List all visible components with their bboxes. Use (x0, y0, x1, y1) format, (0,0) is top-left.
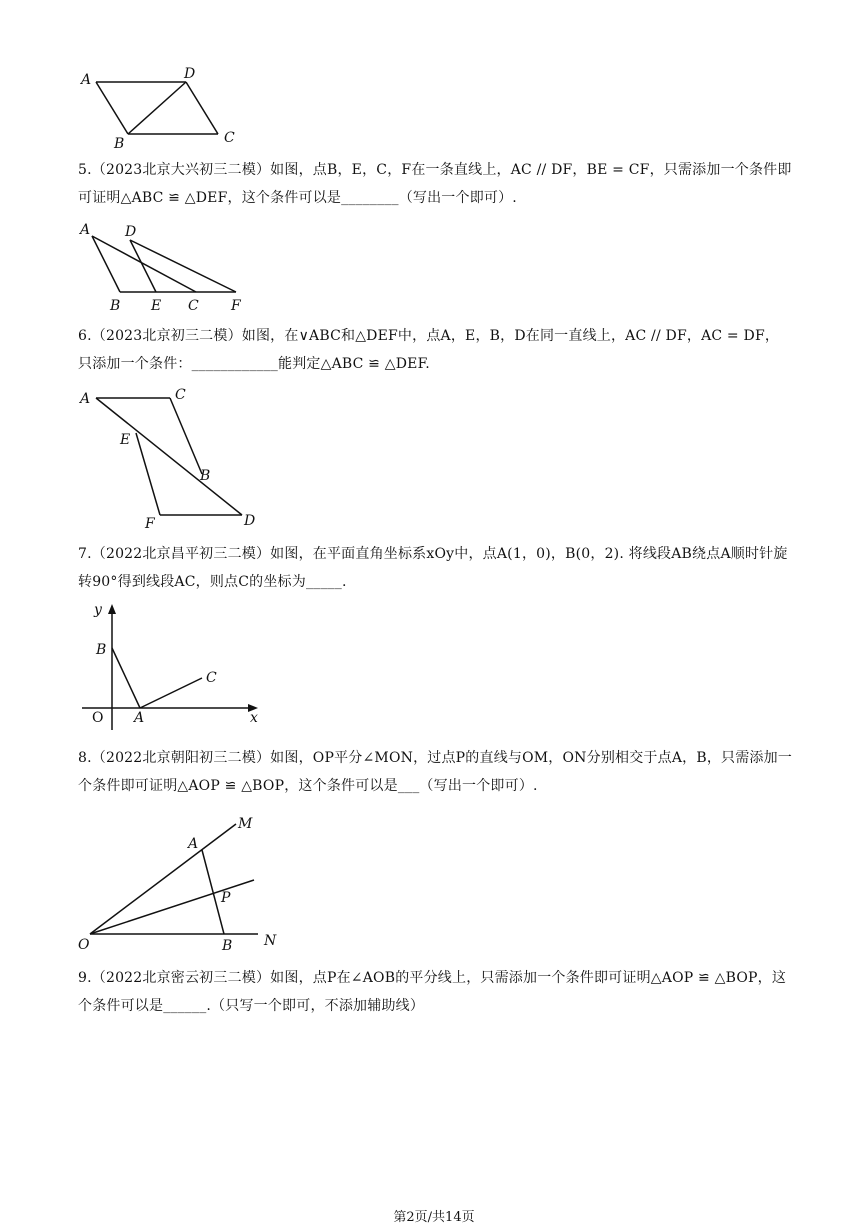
label-c: C (224, 130, 235, 146)
label-c: C (206, 670, 217, 686)
label-b: B (200, 468, 211, 484)
question-6: 6.（2023北京初三二模）如图，在∨ABC和△DEF中，点A，E，B，D在同一直线上，AC // DF，AC = DF，只添加一个条件：____________能判定△ABC ≌ △DEF. (78, 328, 780, 372)
label-c: C (175, 387, 186, 403)
label-a: A (81, 72, 92, 88)
label-d: D (184, 66, 196, 82)
question-8: 8.（2022北京朝阳初三二模）如图，OP平分∠MON，过点P的直线与OM，ON分别相交于点A，B，只需添加一个条件即可证明△AOP ≌ △BOP，这个条件可以是___（写出一个即可）. (78, 750, 793, 794)
label-m: M (238, 816, 253, 832)
label-a: A (80, 391, 91, 407)
label-o: O (78, 937, 90, 953)
figure-angle-bisector (78, 808, 298, 954)
label-d: D (125, 224, 137, 240)
label-d: D (244, 513, 256, 529)
question-5: 5.（2023北京大兴初三二模）如图，点B，E，C，F在一条直线上，AC // DF，BE = CF，只需添加一个条件即可证明△ABC ≌ △DEF，这个条件可以是________（写出一个即可）. (78, 162, 792, 206)
figure-two-triangles-q5 (78, 218, 258, 318)
label-p: P (221, 890, 231, 906)
label-b: B (114, 136, 125, 152)
page-number: 第2页/共14页 (393, 1210, 475, 1225)
label-a: A (80, 222, 91, 238)
label-b: B (110, 298, 121, 314)
label-a: A (188, 836, 199, 852)
figure-parallelogram-abcd (78, 62, 248, 152)
question-7: 7.（2022北京昌平初三二模）如图，在平面直角坐标系xOy中，点A(1，0)，B(0，2). 将线段AB绕点A顺时针旋转90°得到线段AC，则点C的坐标为_____. (78, 546, 788, 590)
label-n: N (264, 933, 277, 949)
label-f: F (145, 516, 155, 532)
label-e: E (120, 432, 131, 448)
label-y: y (94, 602, 102, 618)
label-f: F (231, 298, 241, 314)
label-c: C (188, 298, 199, 314)
label-x: x (250, 710, 258, 726)
label-e: E (151, 298, 162, 314)
label-o: O (92, 710, 104, 726)
label-b: B (222, 938, 233, 954)
label-a: A (134, 710, 145, 726)
question-9: 9.（2022北京密云初三二模）如图，点P在∠AOB的平分线上，只需添加一个条件即可证明△AOP ≌ △BOP，这个条件可以是______.（只写一个即可，不添加辅助线） (78, 970, 787, 1014)
figure-coordinate-plane (78, 598, 278, 738)
figure-two-triangles-q6 (78, 384, 278, 534)
label-b: B (96, 642, 107, 658)
